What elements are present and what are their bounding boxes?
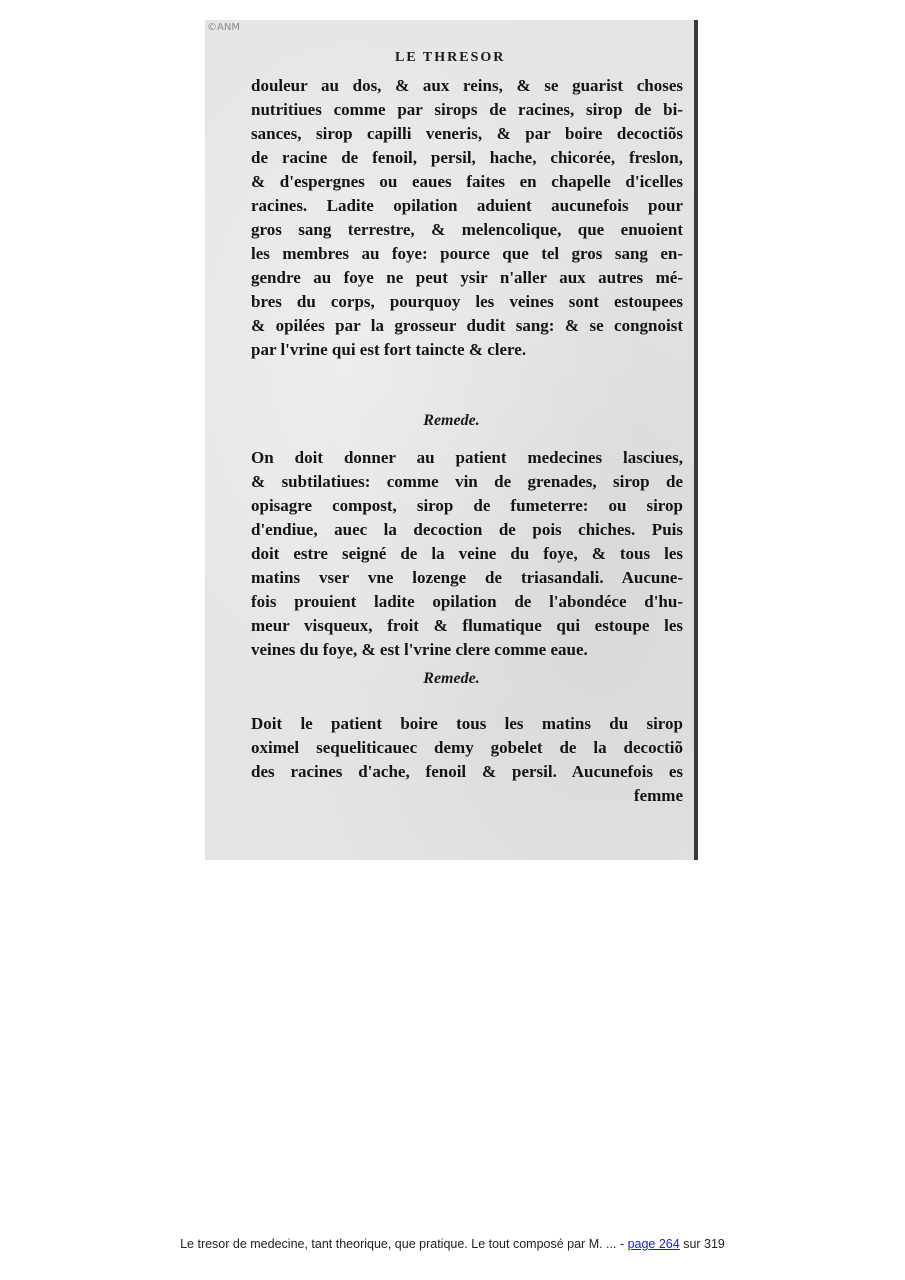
text-line: oximel sequeliticauec demy gobelet de la decoctiõ xyxy=(251,738,683,757)
text-line: veines du foye, & est l'vrine clere comme eaue. xyxy=(251,640,588,659)
page-count: sur 319 xyxy=(679,1237,725,1251)
paragraph-1 xyxy=(251,74,683,362)
text-line: nutritiues comme par sirops de racines, sirop de bi- xyxy=(251,100,683,119)
copyright-mark: ©ANM xyxy=(207,22,240,33)
text-line: douleur au dos, & aux reins, & se guarist choses xyxy=(251,76,683,95)
text-line: par l'vrine qui est fort taincte & clere. xyxy=(251,340,527,359)
page-link[interactable]: page 264 xyxy=(627,1237,680,1251)
text-line: opisagre compost, sirop de fumeterre: ou sirop xyxy=(251,496,683,515)
footer-separator: - xyxy=(616,1237,628,1251)
text-line: fois prouient ladite opilation de l'abondéce d'hu- xyxy=(251,592,683,611)
text-line: sances, sirop capilli veneris, & par boire decoctiõs xyxy=(251,124,683,143)
paragraph-2 xyxy=(251,446,683,662)
document-title: Le tresor de medecine, tant theorique, que pratique. Le tout composé par M. ... xyxy=(180,1237,617,1251)
text-line: racines. Ladite opilation aduient aucunefois pour xyxy=(251,196,683,215)
running-head: LE THRESOR xyxy=(395,50,506,65)
text-line: les membres au foye: pource que tel gros sang en- xyxy=(251,244,683,263)
text-line: des racines d'ache, fenoil & persil. Aucunefois es xyxy=(251,762,683,781)
section-heading-remede: Remede. xyxy=(423,412,480,429)
text-line: gros sang terrestre, & melencolique, que enuoient xyxy=(251,220,683,239)
paragraph-3 xyxy=(251,712,683,808)
text-line: matins vser vne lozenge de triasandali. Aucune- xyxy=(251,568,683,587)
scanned-page xyxy=(205,20,698,860)
text-line: meur visqueux, froit & flumatique qui estoupe les xyxy=(251,616,683,635)
text-line: Doit le patient boire tous les matins du sirop xyxy=(251,714,683,733)
text-line: & opilées par la grosseur dudit sang: & se congnoist xyxy=(251,316,683,335)
text-line: On doit donner au patient medecines lasciues, xyxy=(251,448,683,467)
text-line: doit estre seigné de la veine du foye, & tous les xyxy=(251,544,683,563)
text-line: & subtilatiues: comme vin de grenades, sirop de xyxy=(251,472,683,491)
text-line: bres du corps, pourquoy les veines sont estoupees xyxy=(251,292,683,311)
text-line: & d'espergnes ou eaues faites en chapelle d'icelles xyxy=(251,172,683,191)
document-footer xyxy=(0,1237,905,1251)
section-heading-remede: Remede. xyxy=(423,670,480,687)
text-line: gendre au foye ne peut ysir n'aller aux autres mé- xyxy=(251,268,683,287)
catchword: femme xyxy=(633,786,683,805)
page-binding-edge xyxy=(694,20,698,860)
text-line: de racine de fenoil, persil, hache, chicorée, freslon, xyxy=(251,148,683,167)
text-line: d'endiue, auec la decoction de pois chiches. Puis xyxy=(251,520,683,539)
